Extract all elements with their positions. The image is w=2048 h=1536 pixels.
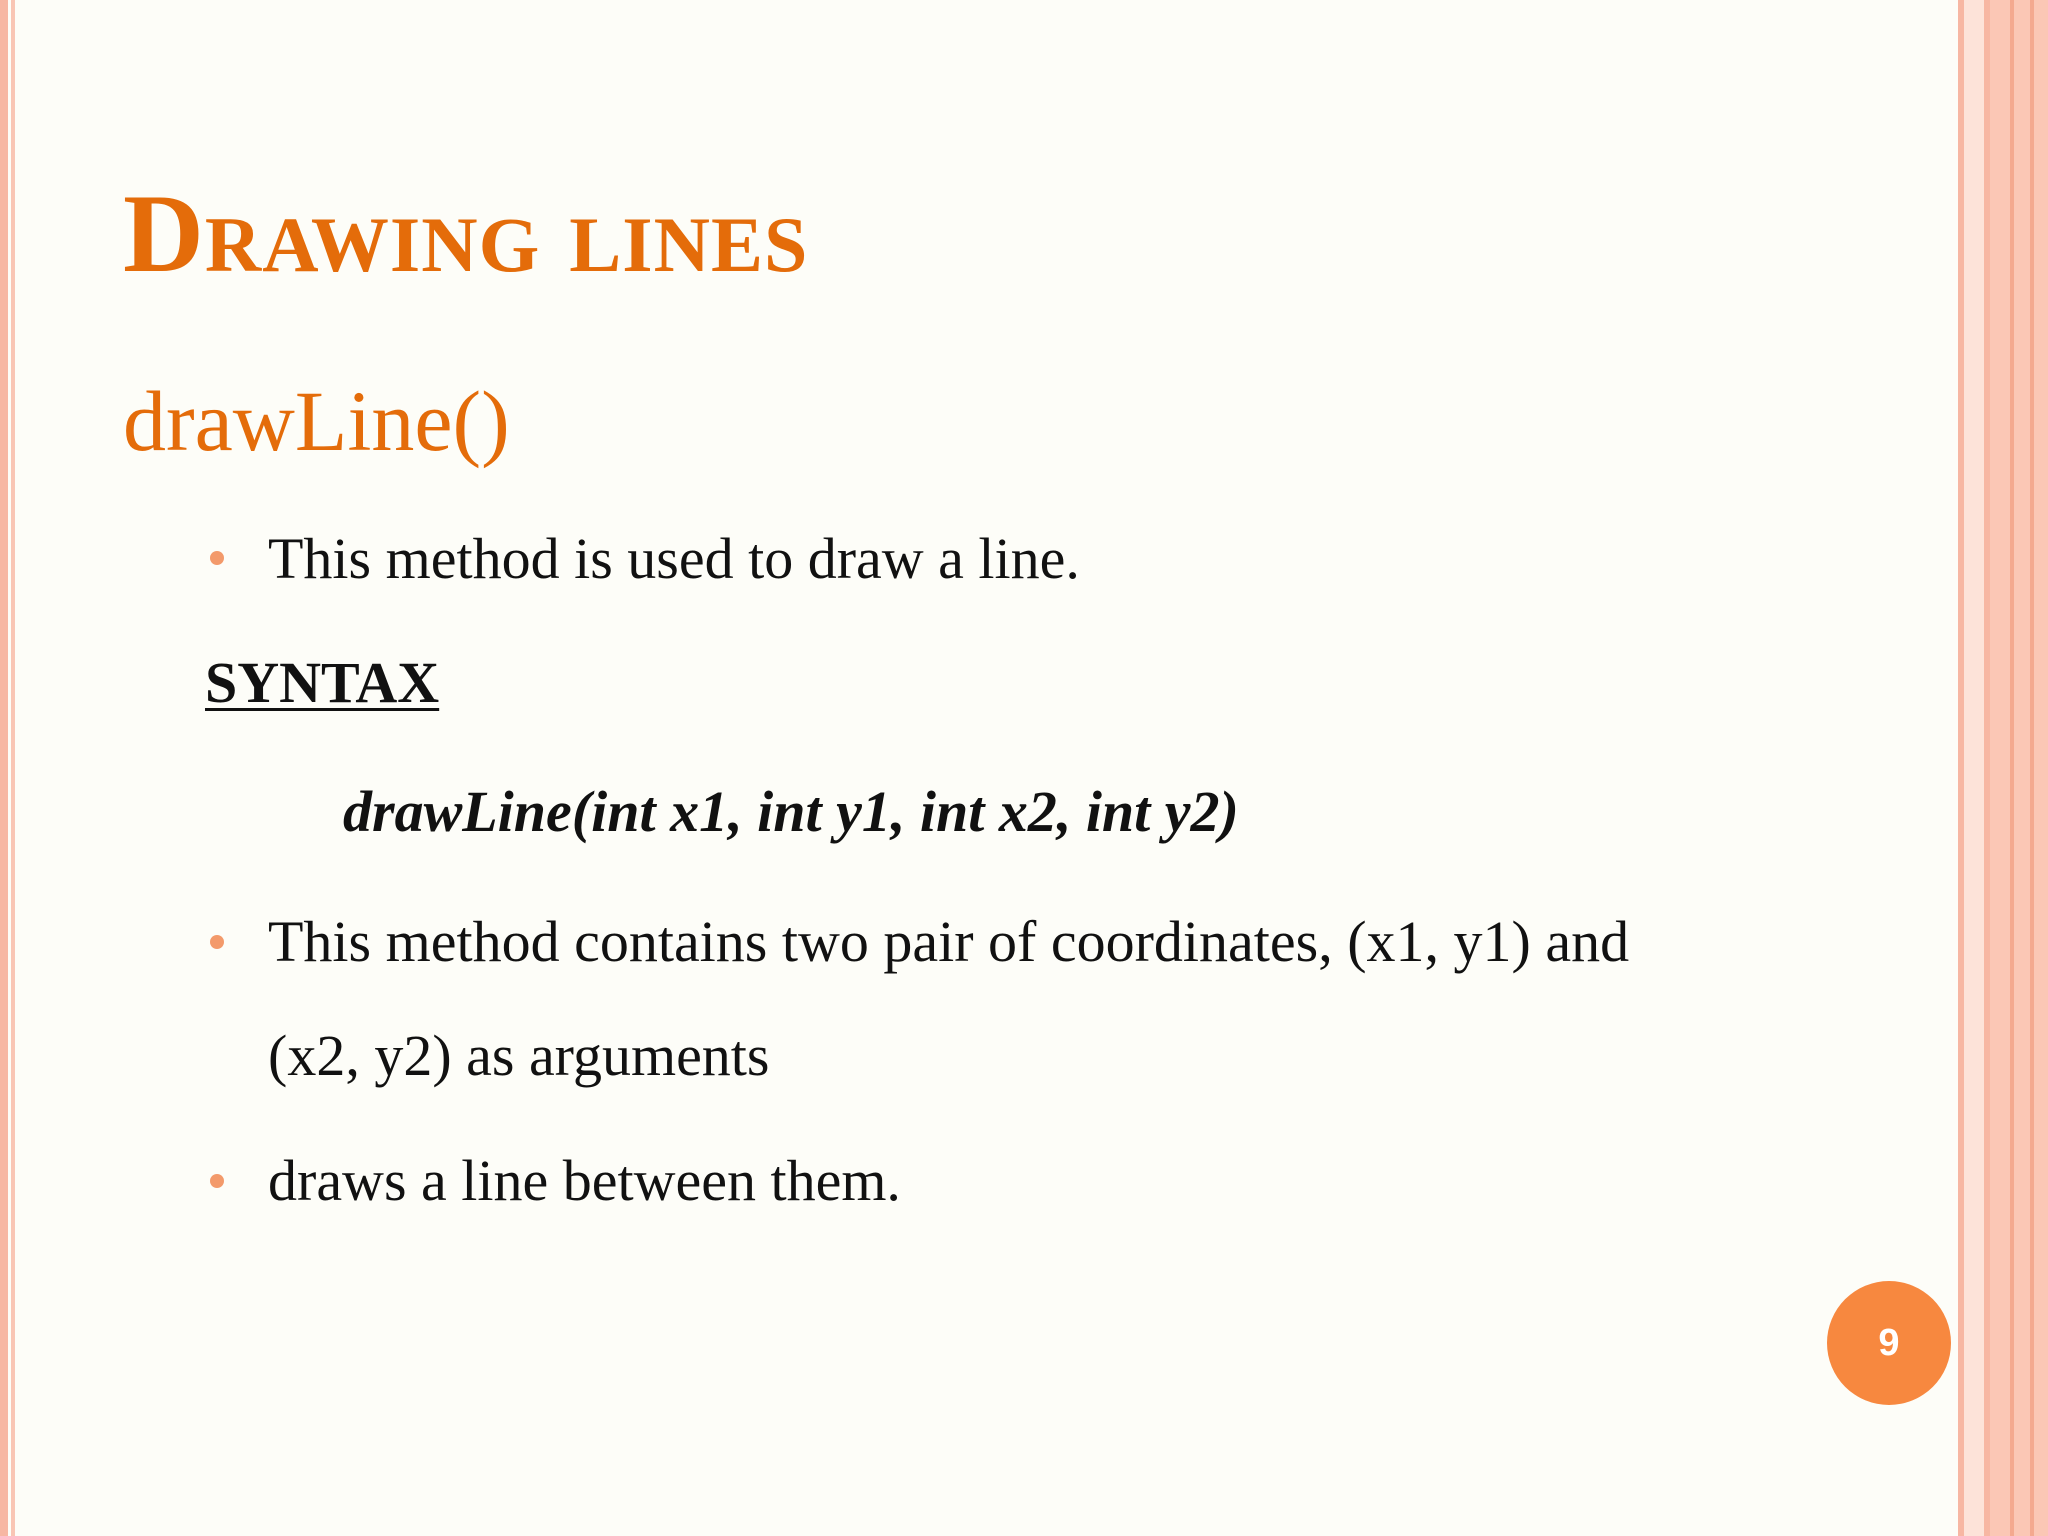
slide-subtitle: drawLine() <box>123 373 510 469</box>
bullet-dot-icon <box>210 1174 224 1188</box>
right-border-line <box>2010 0 2014 1536</box>
bullet-text-1: This method is used to draw a line. <box>268 526 1080 591</box>
page-number: 9 <box>1878 1322 1900 1364</box>
bullet-text-3: draws a line between them. <box>268 1148 901 1213</box>
left-border-stripe <box>0 0 8 1536</box>
syntax-code: drawLine(int x1, int y1, int x2, int y2) <box>343 779 1239 844</box>
bullet-text-2-continuation: (x2, y2) as arguments <box>268 1023 770 1088</box>
bullet-dot-icon <box>210 935 224 949</box>
syntax-heading: SYNTAX <box>205 650 440 715</box>
right-border-band <box>1990 0 2048 1536</box>
slide-title: Drawing lines <box>123 172 809 296</box>
left-border-stripe-inner <box>11 0 15 1536</box>
bullet-dot-icon <box>210 551 224 565</box>
right-border-line <box>2030 0 2034 1536</box>
bullet-text-2: This method contains two pair of coordinates, (x1, y1) and <box>268 909 1630 974</box>
page-number-badge <box>1827 1281 1951 1405</box>
right-border-band <box>1964 0 1984 1536</box>
